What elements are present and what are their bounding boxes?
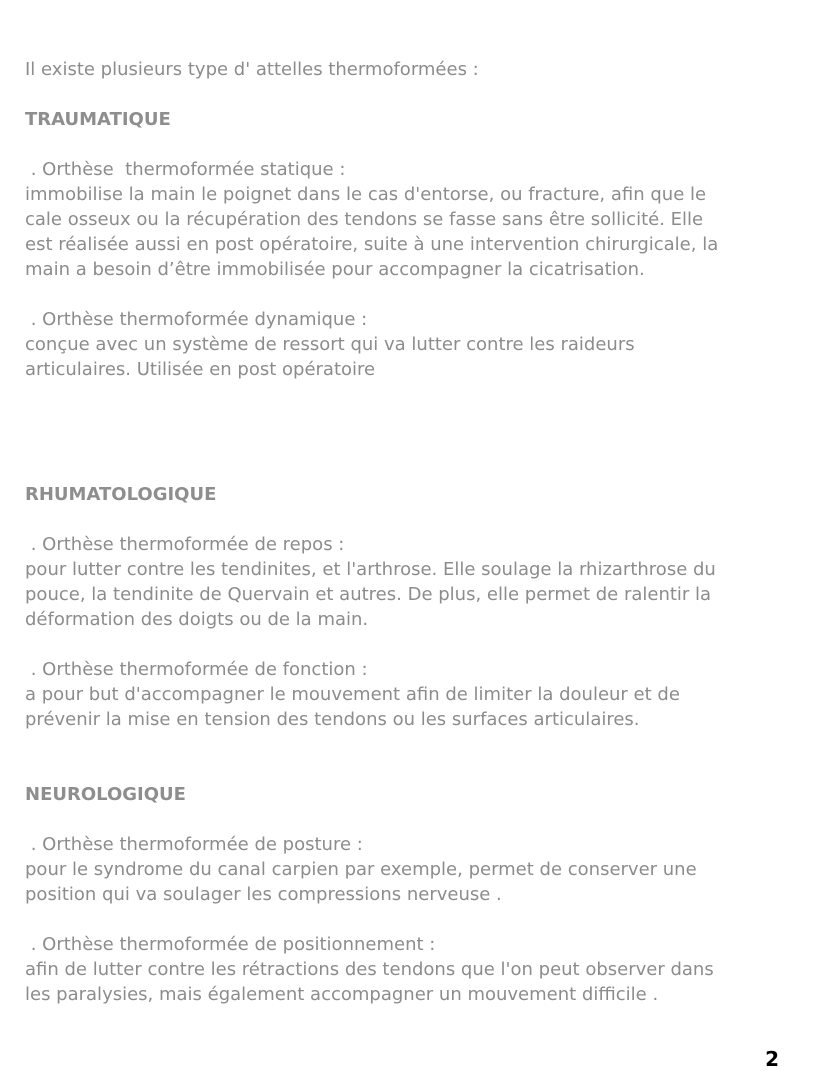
intro-text: Il existe plusieurs type d' attelles thermoformées : (25, 59, 479, 80)
item-line: main a besoin d’être immobilisée pour accompagner la cicatrisation. (25, 259, 645, 280)
spacer (25, 407, 805, 432)
spacer (25, 132, 805, 157)
spacer (25, 907, 805, 932)
item-line: a pour but d'accompagner le mouvement afin de limiter la douleur et de (25, 684, 680, 705)
spacer (25, 432, 805, 457)
item-line: immobilise la main le poignet dans le cas d'entorse, ou fracture, afin que le (25, 184, 707, 205)
item-line: les paralysies, mais également accompagner un mouvement difficile . (25, 984, 659, 1005)
item-line: pouce, la tendinite de Quervain et autres. De plus, elle permet de ralentir la (25, 584, 712, 605)
spacer (25, 632, 805, 657)
item-title: . Orthèse thermoformée de posture : (25, 834, 363, 855)
item-line: conçue avec un système de ressort qui va lutter contre les raideurs (25, 334, 635, 355)
item-title: . Orthèse thermoformée de fonction : (25, 659, 368, 680)
item-line: prévenir la mise en tension des tendons ou les surfaces articulaires. (25, 709, 640, 730)
spacer (25, 282, 805, 307)
item-title: . Orthèse thermoformée de repos : (25, 534, 345, 555)
item-line: déformation des doigts ou de la main. (25, 609, 369, 630)
spacer (25, 732, 805, 757)
document-body (25, 57, 805, 1007)
item-line: pour le syndrome du canal carpien par exemple, permet de conserver une (25, 859, 697, 880)
item-line: articulaires. Utilisée en post opératoire (25, 359, 376, 380)
item-title: . Orthèse thermoformée de positionnement : (25, 934, 436, 955)
item-line: est réalisée aussi en post opératoire, suite à une intervention chirurgicale, la (25, 234, 719, 255)
item-line: cale osseux ou la récupération des tendons se fasse sans être sollicité. Elle (25, 209, 704, 230)
spacer (25, 382, 805, 407)
spacer (25, 757, 805, 782)
item-title: . Orthèse thermoformée dynamique : (25, 309, 368, 330)
item-line: position qui va soulager les compressions nerveuse . (25, 884, 502, 905)
spacer (25, 807, 805, 832)
section-heading-neurologique: NEUROLOGIQUE (25, 784, 186, 805)
item-line: afin de lutter contre les rétractions des tendons que l'on peut observer dans (25, 959, 714, 980)
section-heading-traumatique: TRAUMATIQUE (25, 109, 171, 130)
spacer (25, 457, 805, 482)
item-line: pour lutter contre les tendinites, et l'arthrose. Elle soulage la rhizarthrose du (25, 559, 716, 580)
page-number: 2 (765, 1047, 779, 1071)
item-title: . Orthèse thermoformée statique : (25, 159, 346, 180)
spacer (25, 82, 805, 107)
spacer (25, 507, 805, 532)
section-heading-rhumatologique: RHUMATOLOGIQUE (25, 484, 217, 505)
